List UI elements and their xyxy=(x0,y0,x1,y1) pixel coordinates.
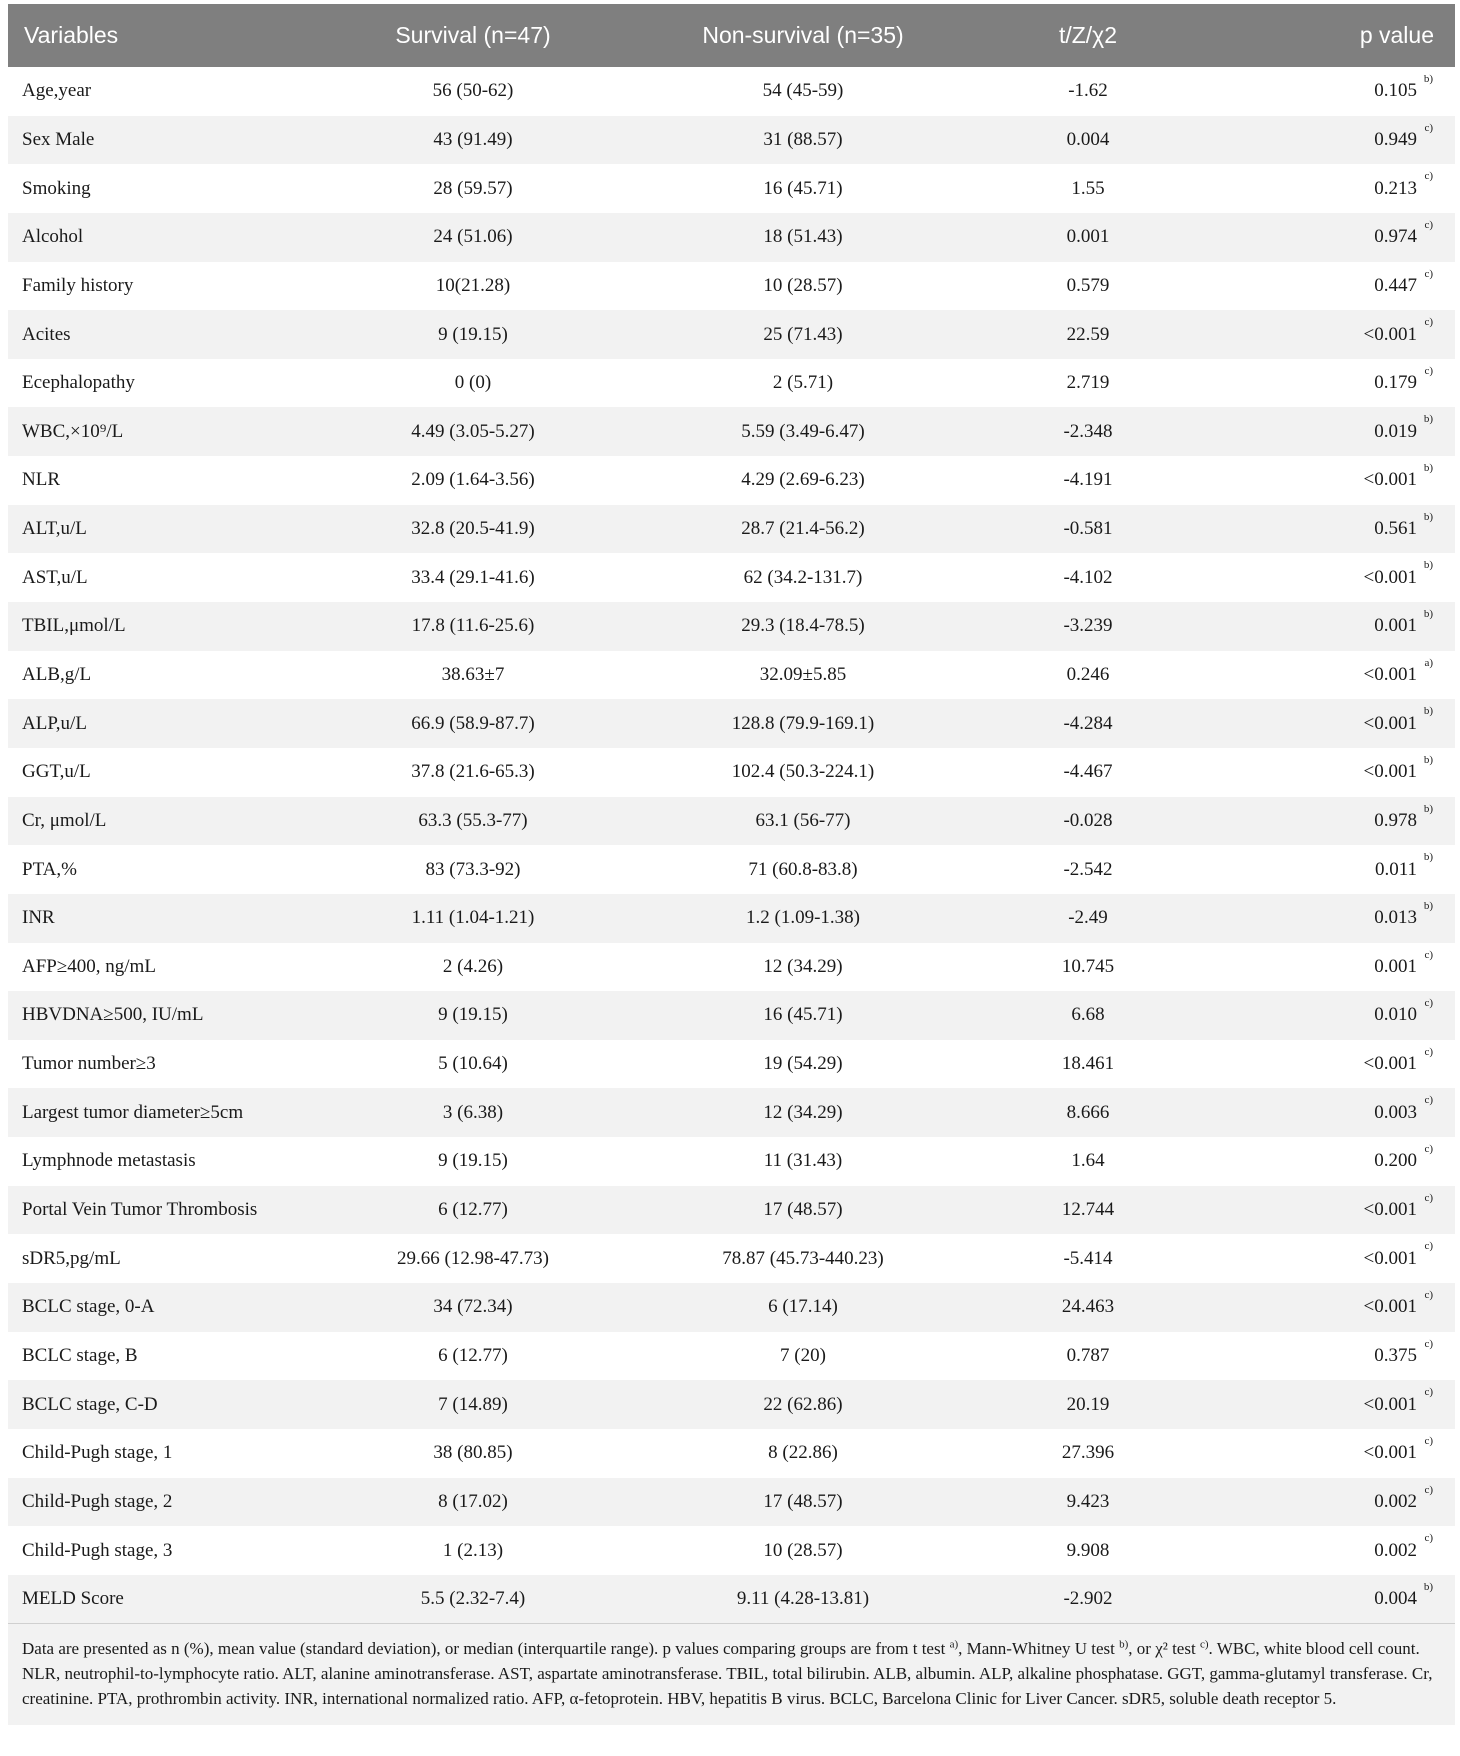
header-survival: Survival (n=47) xyxy=(395,22,551,48)
cell-variable: BCLC stage, C-D xyxy=(22,1393,158,1415)
cell-non-survival: 32.09±5.85 xyxy=(759,664,847,685)
p-value-text: 0.974 xyxy=(1374,226,1417,248)
cell-stat: -1.62 xyxy=(1068,80,1108,102)
cell-survival: 66.9 (58.9-87.7) xyxy=(411,712,535,734)
cell-variable: ALP,u/L xyxy=(22,712,87,734)
header-stat: t/Z/χ2 xyxy=(1058,22,1118,48)
table-row xyxy=(8,553,1455,602)
cell-p-value: <0.001 b) xyxy=(1363,462,1433,491)
cell-non-survival: 19 (54.29) xyxy=(763,1053,843,1075)
cell-variable: GGT,u/L xyxy=(22,761,91,783)
cell-non-survival: 16 (45.71) xyxy=(763,177,843,199)
cell-variable: Lymphnode metastasis xyxy=(22,1150,196,1172)
p-value-text: <0.001 xyxy=(1363,566,1417,588)
cell-p-value: <0.001 b) xyxy=(1363,705,1433,734)
cell-stat: 0.004 xyxy=(1066,128,1110,150)
table-row xyxy=(8,456,1455,505)
cell-stat: -4.102 xyxy=(1063,566,1113,588)
cell-stat: 18.461 xyxy=(1061,1053,1115,1075)
cell-non-survival: 2 (5.71) xyxy=(772,372,834,394)
cell-variable: Child-Pugh stage, 3 xyxy=(22,1539,173,1561)
cell-stat: 12.744 xyxy=(1061,1199,1115,1221)
cell-survival: 28 (59.57) xyxy=(433,177,513,199)
p-value-text: 0.011 xyxy=(1374,858,1417,880)
cell-survival: 2 (4.26) xyxy=(442,955,504,977)
cell-non-survival: 17 (48.57) xyxy=(763,1490,843,1512)
cell-non-survival: 128.8 (79.9-169.1) xyxy=(731,712,875,734)
cell-p-value: 0.002 c) xyxy=(1374,1483,1433,1512)
cell-stat: 8.666 xyxy=(1066,1101,1110,1123)
table-row xyxy=(8,359,1455,408)
table-row xyxy=(8,1088,1455,1137)
cell-stat: -4.467 xyxy=(1063,761,1113,783)
cell-stat: 0.787 xyxy=(1066,1344,1110,1366)
cell-survival: 43 (91.49) xyxy=(433,128,513,150)
cell-stat: -2.902 xyxy=(1063,1587,1113,1609)
cell-stat: -0.028 xyxy=(1063,809,1113,831)
cell-survival: 56 (50-62) xyxy=(432,80,514,102)
cell-variable: TBIL,μmol/L xyxy=(22,615,126,637)
p-value-text: <0.001 xyxy=(1363,1393,1417,1415)
cell-p-value: 0.949 c) xyxy=(1374,121,1433,150)
table-row xyxy=(8,1186,1455,1235)
cell-p-value: 0.105 b) xyxy=(1374,73,1433,102)
cell-survival: 83 (73.3-92) xyxy=(425,858,521,880)
table-row xyxy=(8,213,1455,262)
cell-stat: 9.908 xyxy=(1066,1539,1110,1561)
table-row xyxy=(8,651,1455,700)
cell-survival: 32.8 (20.5-41.9) xyxy=(411,518,535,540)
cell-survival: 38 (80.85) xyxy=(433,1442,513,1464)
cell-stat: 24.463 xyxy=(1061,1296,1115,1318)
cell-p-value: 0.001 b) xyxy=(1374,608,1433,637)
cell-p-value: <0.001 c) xyxy=(1363,1289,1433,1318)
cell-survival: 38.63±7 xyxy=(441,664,505,685)
cell-survival: 3 (6.38) xyxy=(442,1101,504,1123)
cell-p-value: 0.013 b) xyxy=(1374,899,1433,929)
p-value-text: 0.001 xyxy=(1374,615,1417,637)
p-value-text: <0.001 xyxy=(1363,1053,1417,1075)
cell-p-value: <0.001 a) xyxy=(1363,656,1433,685)
cell-non-survival: 1.2 (1.09-1.38) xyxy=(746,907,860,929)
cell-p-value: 0.179 c) xyxy=(1374,364,1433,394)
table-row xyxy=(8,699,1455,748)
cell-survival: 6 (12.77) xyxy=(438,1199,508,1221)
table-footer xyxy=(8,1624,1455,1726)
header-variables: Variables xyxy=(24,22,119,48)
cell-variable: BCLC stage, 0-A xyxy=(22,1296,155,1318)
cell-p-value: 0.019 b) xyxy=(1374,413,1433,442)
p-value-text: 0.004 xyxy=(1374,1587,1417,1609)
cell-p-value: <0.001 c) xyxy=(1363,1191,1433,1221)
cell-p-value: <0.001 c) xyxy=(1363,1045,1433,1075)
cell-non-survival: 10 (28.57) xyxy=(763,1539,843,1561)
cell-survival: 9 (19.15) xyxy=(438,1004,508,1026)
cell-non-survival: 28.7 (21.4-56.2) xyxy=(741,518,865,540)
cell-p-value: <0.001 b) xyxy=(1363,753,1433,783)
cell-survival: 6 (12.77) xyxy=(438,1344,508,1366)
cell-p-value: 0.213 c) xyxy=(1374,170,1433,199)
cell-p-value: 0.010 c) xyxy=(1374,997,1433,1026)
p-value-text: 0.019 xyxy=(1374,420,1417,442)
cell-non-survival: 78.87 (45.73-440.23) xyxy=(722,1247,884,1269)
cell-non-survival: 17 (48.57) xyxy=(763,1199,843,1221)
p-value-text: <0.001 xyxy=(1363,1442,1417,1464)
cell-non-survival: 71 (60.8-83.8) xyxy=(748,858,858,880)
cell-survival: 34 (72.34) xyxy=(433,1296,513,1318)
cell-stat: -4.191 xyxy=(1063,469,1113,491)
table-row xyxy=(8,1429,1455,1478)
cell-survival: 24 (51.06) xyxy=(433,226,513,248)
cell-p-value: 0.978 b) xyxy=(1374,802,1433,831)
cell-survival: 33.4 (29.1-41.6) xyxy=(411,566,535,588)
cell-variable: HBVDNA≥500, IU/mL xyxy=(22,1004,204,1026)
cell-stat: -4.284 xyxy=(1063,712,1113,734)
table-row xyxy=(8,894,1455,943)
p-value-text: 0.561 xyxy=(1374,518,1417,540)
cell-survival: 5 (10.64) xyxy=(438,1053,508,1075)
table-row xyxy=(8,1526,1455,1575)
cell-non-survival: 6 (17.14) xyxy=(768,1296,838,1318)
table-row xyxy=(8,943,1455,992)
p-value-text: <0.001 xyxy=(1363,761,1417,783)
cell-p-value: 0.974 c) xyxy=(1374,218,1433,248)
cell-variable: Child-Pugh stage, 2 xyxy=(22,1490,173,1512)
footnote-text-2: , Mann-Whitney U test xyxy=(958,1639,1115,1658)
cell-survival: 17.8 (11.6-25.6) xyxy=(411,615,535,637)
cell-variable: ALB,g/L xyxy=(22,664,92,685)
data-table xyxy=(8,4,1455,1725)
footnote-sup-b: b) xyxy=(1119,1638,1129,1651)
cell-stat: 0.579 xyxy=(1066,274,1110,296)
cell-stat: 10.745 xyxy=(1061,955,1115,977)
header-non-survival: Non-survival (n=35) xyxy=(702,22,904,48)
cell-variable: Tumor number≥3 xyxy=(22,1053,156,1075)
cell-survival: 10(21.28) xyxy=(435,274,511,296)
table-row xyxy=(8,845,1455,894)
cell-variable: BCLC stage, B xyxy=(22,1344,138,1366)
table-row xyxy=(8,407,1455,456)
cell-non-survival: 8 (22.86) xyxy=(768,1442,838,1464)
cell-p-value: 0.561 b) xyxy=(1374,510,1433,540)
cell-variable: sDR5,pg/mL xyxy=(22,1247,121,1269)
p-value-text: 0.949 xyxy=(1374,128,1417,150)
cell-non-survival: 7 (20) xyxy=(780,1344,826,1366)
p-value-text: 0.013 xyxy=(1374,907,1417,929)
cell-variable: Age,year xyxy=(22,80,92,102)
cell-p-value: <0.001 c) xyxy=(1363,1434,1433,1464)
p-value-text: 0.002 xyxy=(1374,1539,1417,1561)
cell-non-survival: 25 (71.43) xyxy=(763,323,843,345)
cell-p-value: 0.375 c) xyxy=(1374,1337,1433,1366)
cell-stat: 0.246 xyxy=(1066,664,1110,685)
table-row xyxy=(8,797,1455,846)
cell-p-value: <0.001 c) xyxy=(1363,1386,1433,1415)
table-container xyxy=(8,4,1455,1725)
cell-variable: Smoking xyxy=(22,177,91,199)
cell-variable: Portal Vein Tumor Thrombosis xyxy=(22,1199,258,1221)
table-row xyxy=(8,310,1455,359)
cell-variable: ALT,u/L xyxy=(22,518,87,540)
cell-variable: Largest tumor diameter≥5cm xyxy=(22,1101,244,1123)
cell-variable: Ecephalopathy xyxy=(22,372,135,394)
table-body xyxy=(8,67,1455,1624)
table-row xyxy=(8,748,1455,797)
cell-stat: 27.396 xyxy=(1061,1442,1115,1464)
table-row xyxy=(8,1040,1455,1089)
p-value-text: 0.105 xyxy=(1374,80,1417,102)
cell-stat: 22.59 xyxy=(1066,323,1110,345)
table-row xyxy=(8,991,1455,1040)
cell-stat: -0.581 xyxy=(1063,518,1113,540)
cell-variable: Family history xyxy=(22,274,134,296)
table-row xyxy=(8,1283,1455,1332)
cell-p-value: 0.447 c) xyxy=(1374,267,1433,296)
p-value-text: 0.447 xyxy=(1374,274,1417,296)
p-value-text: <0.001 xyxy=(1363,469,1417,491)
cell-variable: Alcohol xyxy=(22,226,84,248)
cell-non-survival: 54 (45-59) xyxy=(762,80,844,102)
cell-survival: 29.66 (12.98-47.73) xyxy=(397,1247,549,1269)
cell-stat: -2.49 xyxy=(1068,907,1108,929)
p-value-text: 0.001 xyxy=(1374,955,1417,977)
cell-stat: -2.542 xyxy=(1063,858,1113,880)
cell-stat: 2.719 xyxy=(1066,372,1110,394)
cell-variable: Sex Male xyxy=(22,128,95,150)
cell-survival: 8 (17.02) xyxy=(438,1490,508,1512)
footnote xyxy=(8,1624,1455,1726)
p-value-text: 0.003 xyxy=(1374,1101,1417,1123)
header-row xyxy=(8,4,1455,67)
footnote-sup-c: c) xyxy=(1199,1638,1209,1651)
cell-variable: INR xyxy=(22,907,55,929)
cell-stat: 1.55 xyxy=(1071,177,1105,199)
table-row xyxy=(8,505,1455,554)
table-row xyxy=(8,1575,1455,1624)
table-row xyxy=(8,116,1455,165)
cell-p-value: <0.001 c) xyxy=(1363,316,1433,345)
cell-stat: -2.348 xyxy=(1063,420,1113,442)
cell-survival: 1 (2.13) xyxy=(442,1539,504,1561)
cell-survival: 63.3 (55.3-77) xyxy=(418,809,528,831)
cell-variable: AFP≥400, ng/mL xyxy=(22,955,156,977)
cell-survival: 4.49 (3.05-5.27) xyxy=(411,420,535,442)
footnote-row xyxy=(8,1624,1455,1726)
cell-survival: 2.09 (1.64-3.56) xyxy=(411,469,535,491)
cell-variable: MELD Score xyxy=(22,1587,124,1609)
cell-non-survival: 63.1 (56-77) xyxy=(755,809,851,831)
cell-p-value: 0.200 c) xyxy=(1374,1143,1433,1172)
cell-non-survival: 62 (34.2-131.7) xyxy=(743,566,863,588)
footnote-sup-a: a) xyxy=(949,1638,959,1651)
cell-p-value: <0.001 c) xyxy=(1363,1240,1433,1269)
p-value-text: <0.001 xyxy=(1363,712,1417,734)
cell-p-value: 0.002 c) xyxy=(1374,1532,1433,1561)
cell-variable: Child-Pugh stage, 1 xyxy=(22,1442,173,1464)
cell-variable: Acites xyxy=(22,323,71,345)
cell-non-survival: 12 (34.29) xyxy=(763,1101,843,1123)
cell-non-survival: 29.3 (18.4-78.5) xyxy=(741,615,865,637)
p-value-text: <0.001 xyxy=(1363,1247,1417,1269)
table-row xyxy=(8,1478,1455,1527)
table-row xyxy=(8,164,1455,213)
cell-survival: 1.11 (1.04-1.21) xyxy=(411,907,535,929)
cell-variable: PTA,% xyxy=(22,858,77,880)
cell-stat: -5.414 xyxy=(1063,1247,1113,1269)
cell-survival: 7 (14.89) xyxy=(438,1393,508,1415)
cell-p-value: 0.004 b) xyxy=(1374,1580,1433,1609)
cell-variable: WBC,×10⁹/L xyxy=(22,420,124,442)
cell-variable: NLR xyxy=(22,469,60,491)
p-value-text: 0.179 xyxy=(1374,372,1417,394)
p-value-text: 0.213 xyxy=(1374,177,1417,199)
p-value-text: 0.375 xyxy=(1374,1344,1417,1366)
header-p-value: p value xyxy=(1359,22,1434,48)
cell-survival: 9 (19.15) xyxy=(438,323,508,345)
cell-p-value: 0.011 b) xyxy=(1374,851,1433,880)
cell-p-value: <0.001 b) xyxy=(1363,559,1433,588)
p-value-text: <0.001 xyxy=(1363,664,1417,685)
footnote-text-4: . WBC, white blood cell count. NLR, neutrophil-to-lymphocyte ratio. ALT, alanine aminotransferase. AST, aspartate aminotransferase. TBIL, total bilirubin. ALB, albumin. ALP, alkaline phosphatase. GGT, gamma-glutamyl transferase. Cr, creatinine. PTA, prothrombin activity. INR, international normalized ratio. AFP, α-fetoprotein. HBV, hepatitis B virus. BCLC, Barcelona Clinic for Liver Cancer. sDR5, soluble death receptor 5. xyxy=(22,1639,1433,1708)
cell-non-survival: 102.4 (50.3-224.1) xyxy=(731,761,875,783)
cell-survival: 37.8 (21.6-65.3) xyxy=(411,761,535,783)
cell-stat: 1.64 xyxy=(1071,1150,1105,1172)
cell-non-survival: 16 (45.71) xyxy=(763,1004,843,1026)
cell-non-survival: 18 (51.43) xyxy=(763,226,843,248)
cell-variable: Cr, μmol/L xyxy=(22,809,107,831)
footnote-text-1: Data are presented as n (%), mean value (standard deviation), or median (interquartile range). p values comparing groups are from t test xyxy=(22,1639,946,1658)
cell-stat: 9.423 xyxy=(1066,1490,1110,1512)
cell-p-value: 0.003 c) xyxy=(1374,1094,1433,1123)
cell-survival: 9 (19.15) xyxy=(438,1150,508,1172)
cell-stat: 0.001 xyxy=(1066,226,1110,248)
table-row xyxy=(8,602,1455,651)
table-row xyxy=(8,1332,1455,1381)
table-row xyxy=(8,67,1455,116)
cell-non-survival: 22 (62.86) xyxy=(763,1393,843,1415)
p-value-text: 0.978 xyxy=(1374,809,1417,831)
cell-non-survival: 11 (31.43) xyxy=(763,1150,843,1172)
p-value-text: <0.001 xyxy=(1363,323,1417,345)
cell-non-survival: 9.11 (4.28-13.81) xyxy=(736,1587,870,1609)
cell-non-survival: 5.59 (3.49-6.47) xyxy=(741,420,865,442)
p-value-text: 0.002 xyxy=(1374,1490,1417,1512)
table-header xyxy=(8,4,1455,67)
p-value-text: <0.001 xyxy=(1363,1296,1417,1318)
cell-survival: 0 (0) xyxy=(454,372,492,394)
cell-stat: 20.19 xyxy=(1066,1393,1110,1415)
cell-variable: AST,u/L xyxy=(22,566,88,588)
cell-non-survival: 12 (34.29) xyxy=(763,955,843,977)
p-value-text: 0.010 xyxy=(1374,1004,1417,1026)
cell-stat: -3.239 xyxy=(1063,615,1113,637)
cell-survival: 5.5 (2.32-7.4) xyxy=(420,1587,526,1609)
cell-p-value: 0.001 c) xyxy=(1374,948,1433,977)
p-value-text: 0.200 xyxy=(1374,1150,1417,1172)
cell-non-survival: 31 (88.57) xyxy=(763,128,843,150)
cell-non-survival: 4.29 (2.69-6.23) xyxy=(741,469,865,491)
table-row xyxy=(8,262,1455,311)
p-value-text: <0.001 xyxy=(1363,1199,1417,1221)
cell-non-survival: 10 (28.57) xyxy=(763,274,843,296)
table-row xyxy=(8,1380,1455,1429)
table-row xyxy=(8,1234,1455,1283)
cell-stat: 6.68 xyxy=(1071,1004,1105,1026)
footnote-text-3: , or χ² test xyxy=(1128,1639,1196,1658)
table-row xyxy=(8,1137,1455,1186)
